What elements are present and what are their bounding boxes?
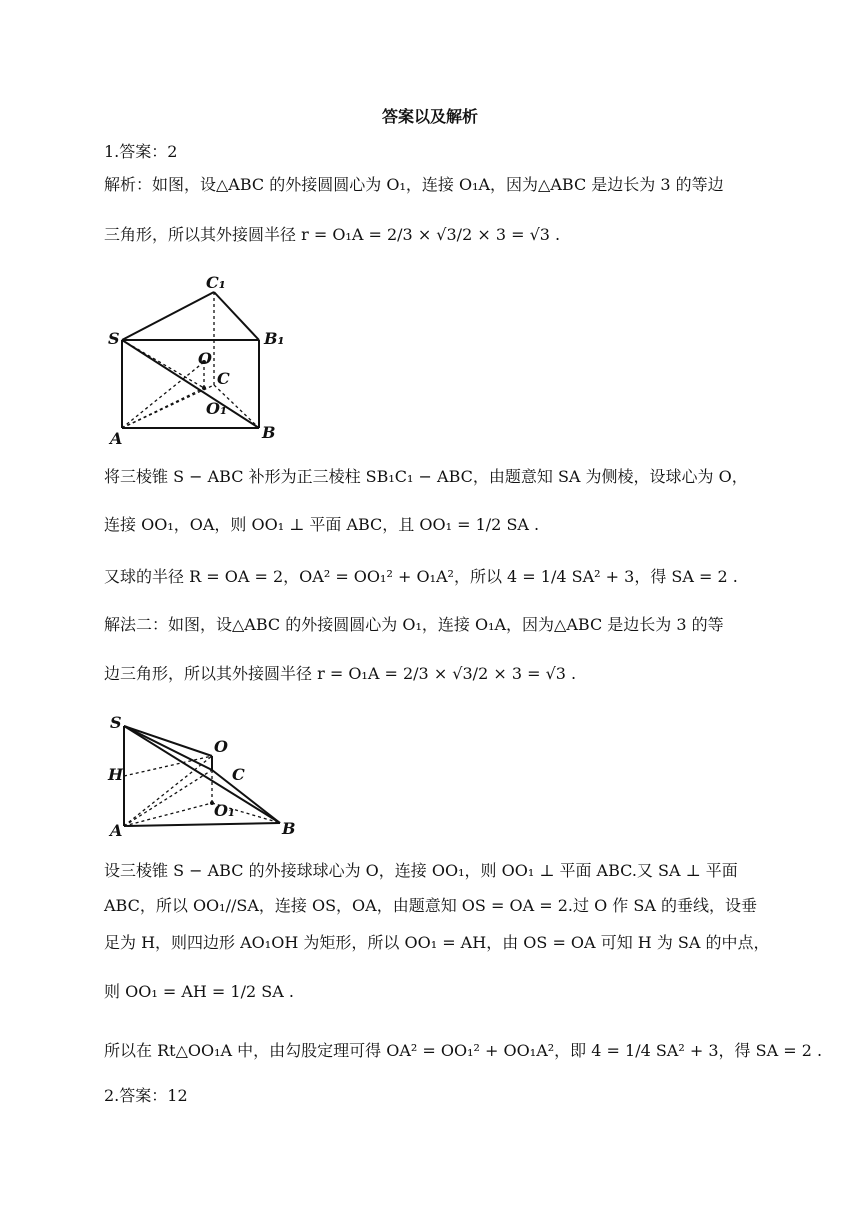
solution-line-8: 设三棱锥 S − ABC 的外接球球心为 O，连接 OO₁，则 OO₁ ⊥ 平面 ABC.又 SA ⊥ 平面 xyxy=(104,861,738,880)
label-a: A xyxy=(110,429,123,448)
label-c: C xyxy=(217,369,230,388)
answer-2-label: 2.答案：12 xyxy=(104,1086,188,1105)
prism-figure xyxy=(104,270,294,450)
solution-line-12: 所以在 Rt△OO₁A 中，由勾股定理可得 OA² = OO₁² + OO₁A²，即 4 = 1/4 SA² + 3，得 SA = 2 . xyxy=(104,1041,823,1060)
label-b: B xyxy=(282,819,296,838)
solution-line-3: 将三棱锥 S − ABC 补形为正三棱柱 SB₁C₁ − ABC，由题意知 SA 为侧棱，设球心为 O， xyxy=(104,467,748,486)
label-a: A xyxy=(110,821,123,840)
solution-line-6: 解法二：如图，设△ABC 的外接圆圆心为 O₁，连接 O₁A，因为△ABC 是边长为 3 的等 xyxy=(104,615,724,634)
label-s: S xyxy=(110,713,122,732)
label-b: B xyxy=(262,423,276,442)
label-o: O xyxy=(198,349,212,368)
solution-line-10: 足为 H，则四边形 AO₁OH 为矩形，所以 OO₁ = AH，由 OS = OA 可知 H 为 SA 的中点， xyxy=(104,933,770,952)
solution-line-9: ABC，所以 OO₁//SA，连接 OS，OA，由题意知 OS = OA = 2.过 O 作 SA 的垂线，设垂 xyxy=(104,896,757,915)
label-o1: O₁ xyxy=(206,399,227,418)
solution-line-5: 又球的半径 R = OA = 2，OA² = OO₁² + O₁A²，所以 4 = 1/4 SA² + 3，得 SA = 2 . xyxy=(104,567,738,586)
pyramid-figure xyxy=(104,708,304,848)
solution-line-2: 三角形，所以其外接圆半径 r = O₁A = 2/3 × √3/2 × 3 = √3 . xyxy=(104,225,561,244)
label-c: C xyxy=(232,765,245,784)
label-h: H xyxy=(108,765,124,784)
page-title: 答案以及解析 xyxy=(381,107,478,126)
solution-line-7: 边三角形，所以其外接圆半径 r = O₁A = 2/3 × √3/2 × 3 = √3 . xyxy=(104,664,577,683)
solution-line-1: 解析：如图，设△ABC 的外接圆圆心为 O₁，连接 O₁A，因为△ABC 是边长为 3 的等边 xyxy=(104,175,724,194)
label-o1: O₁ xyxy=(214,801,235,820)
label-b1: B₁ xyxy=(264,329,285,348)
label-o: O xyxy=(214,737,228,756)
solution-line-11: 则 OO₁ = AH = 1/2 SA . xyxy=(104,982,294,1001)
label-c1: C₁ xyxy=(206,273,226,292)
label-s: S xyxy=(108,329,120,348)
solution-line-4: 连接 OO₁，OA，则 OO₁ ⊥ 平面 ABC，且 OO₁ = 1/2 SA . xyxy=(104,515,540,534)
answer-1-label: 1.答案：2 xyxy=(104,142,178,161)
